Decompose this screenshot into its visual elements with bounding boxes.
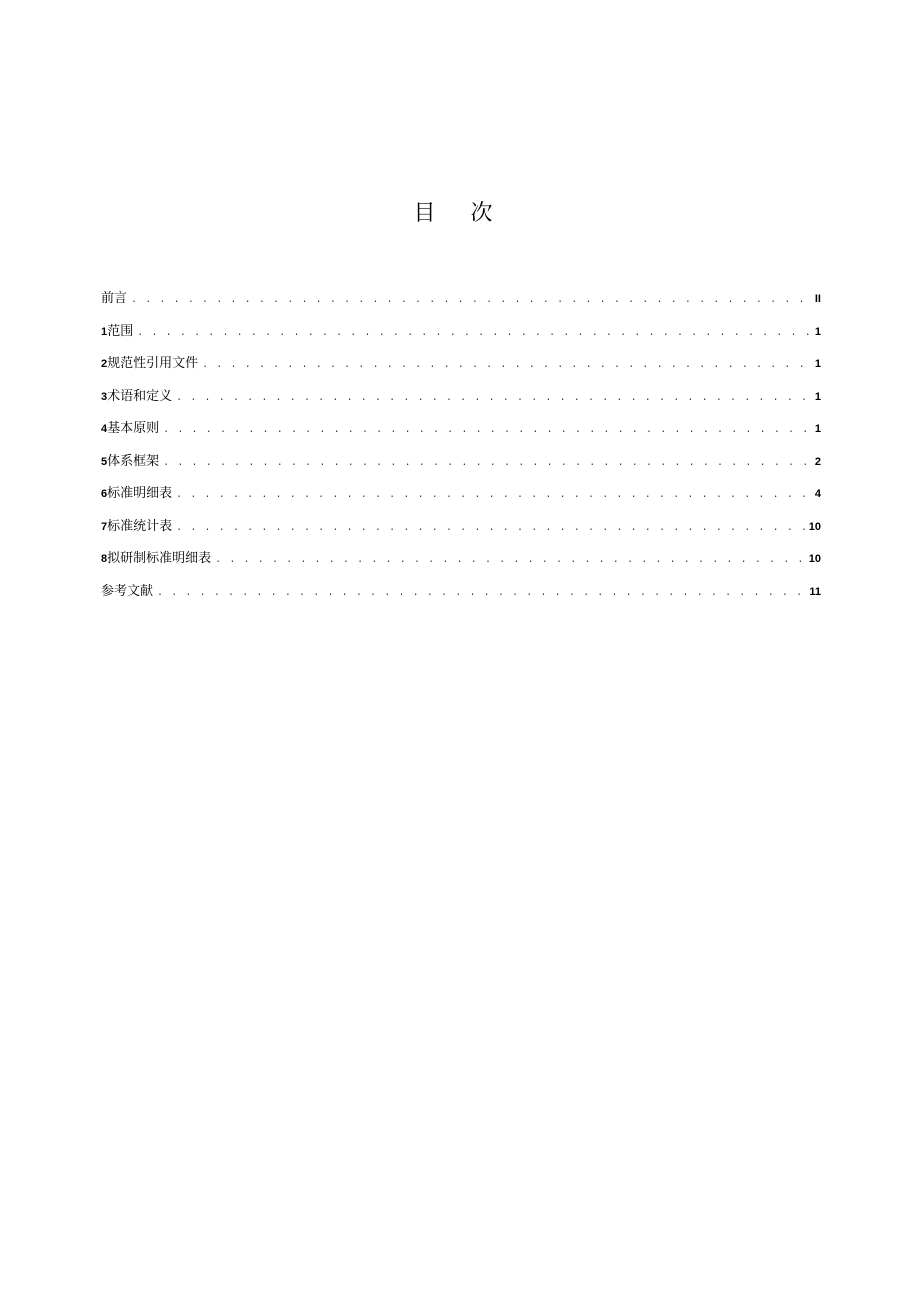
- toc-entry-terms-definitions[interactable]: [101, 381, 821, 414]
- dot-leader: [176, 383, 813, 416]
- toc-entry-basic-principles[interactable]: [101, 413, 821, 446]
- toc-entry-planned-standards[interactable]: [101, 543, 821, 576]
- dot-leader: [157, 578, 807, 611]
- toc-entry-number: 8: [101, 553, 108, 565]
- toc-entry-label: 标准明细表: [107, 486, 173, 501]
- toc-entry-page: 4: [814, 488, 821, 500]
- dot-leader: [202, 350, 813, 383]
- toc-entry-number: 2: [101, 358, 108, 370]
- toc-entry-standards-statistics[interactable]: [101, 511, 821, 544]
- toc-entry-number: 5: [101, 455, 108, 468]
- toc-entry-label: 术语和定义: [107, 388, 173, 404]
- dot-leader: [176, 513, 807, 546]
- toc-entry-scope[interactable]: [101, 316, 821, 349]
- toc-entry-page: 1: [814, 423, 821, 435]
- toc-entry-number: 6: [101, 488, 108, 500]
- toc-entry-number: 3: [101, 390, 108, 403]
- dot-leader: [163, 448, 813, 481]
- toc-entry-bibliography[interactable]: [101, 576, 821, 609]
- toc-entry-label: 规范性引用文件: [107, 356, 199, 371]
- dot-leader: [137, 318, 813, 351]
- toc-entry-page: 10: [808, 553, 821, 565]
- toc-entry-page: 1: [814, 358, 821, 370]
- toc-entry-label: 拟研制标准明细表: [107, 551, 212, 566]
- toc-entry-page: 1: [814, 325, 821, 338]
- toc-entry-label: 范围: [107, 323, 134, 339]
- toc-entry-normative-references[interactable]: [101, 348, 821, 381]
- table-of-contents: [101, 283, 821, 608]
- toc-entry-system-framework[interactable]: [101, 446, 821, 479]
- toc-entry-label: 标准统计表: [107, 518, 173, 534]
- toc-entry-number: 4: [101, 423, 108, 435]
- toc-entry-label: 参考文献: [101, 583, 154, 599]
- dot-leader: [215, 545, 807, 578]
- toc-entry-label: 体系框架: [107, 453, 160, 469]
- dot-leader: [163, 415, 813, 448]
- toc-entry-label: 前言: [101, 291, 128, 306]
- page-title: 目 次: [413, 201, 507, 226]
- toc-entry-page: 2: [814, 455, 821, 468]
- toc-entry-page: 1: [814, 390, 821, 403]
- dot-leader: [176, 480, 813, 513]
- toc-entry-page: 10: [808, 520, 821, 533]
- toc-entry-page: 11: [809, 585, 821, 598]
- toc-entry-page: II: [814, 293, 821, 305]
- toc-entry-number: 7: [101, 520, 108, 533]
- toc-entry-label: 基本原则: [107, 421, 160, 436]
- toc-entry-foreword[interactable]: [101, 283, 821, 316]
- dot-leader: [131, 285, 813, 318]
- toc-entry-number: 1: [101, 325, 108, 338]
- toc-entry-standards-list[interactable]: [101, 478, 821, 511]
